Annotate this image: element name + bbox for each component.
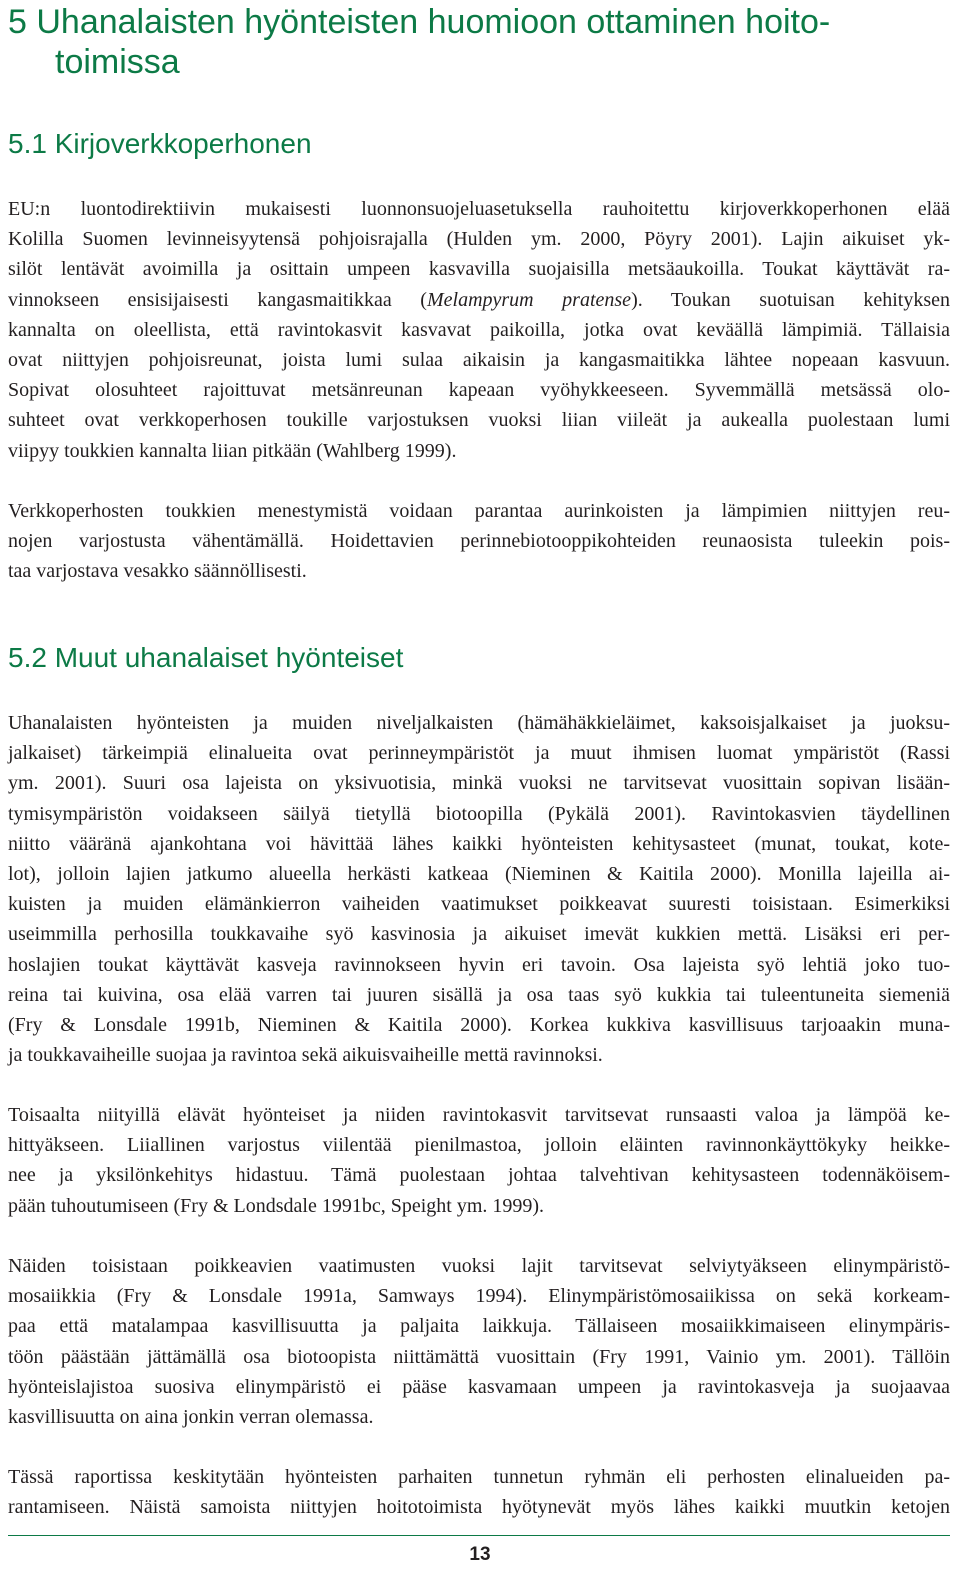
species-name-italic: Melampyrum pratense xyxy=(426,288,632,311)
text-line: Toisaalta niityillä elävät hyönteiset ja niiden ravintokasvit tarvitsevat runsaasti valoa ja lämpöä ke- xyxy=(8,1104,950,1126)
paragraph-kirjoverkkoperhonen-2 xyxy=(8,496,950,587)
text-line: lot), jolloin lajien jatkumo alueella herkästi katkeaa (Nieminen & Kaitila 2000). Monilla lajeilla ai- xyxy=(8,863,950,886)
text-line: hyönteislajistoa suosiva elinympäristö ei pääse kasvamaan umpeen ja ravintokasveja ja suojaavaa xyxy=(8,1375,950,1398)
section-heading-5-1: 5.1 Kirjoverkkoperhonen xyxy=(8,128,312,159)
text-line: paa että matalampaa kasvillisuutta ja paljaita laikkuja. Tällaiseen mosaiikkimaiseen elinympäris- xyxy=(8,1315,950,1338)
paragraph-muut-hyonteiset-4 xyxy=(8,1462,950,1522)
text-line: nee ja yksilönkehitys hidastuu. Tämä puolestaan johtaa talvehtivan kehitysasteen todennäköisem- xyxy=(8,1164,950,1187)
text-line: hoslajien toukat käyttävät kasveja ravinnokseen hyvin eri tavoin. Osa lajeista syö lehtiä joko tuo- xyxy=(8,953,950,976)
text-line: kuisten ja muiden elämänkierron vaiheiden vaatimukset poikkeavat suuresti toisistaan. Esimerkiksi xyxy=(8,893,950,916)
text-line: EU:n luontodirektiivin mukaisesti luonnonsuojeluasetuksella rauhoitettu kirjoverkkoperhonen elää xyxy=(8,198,950,220)
text-fragment: ). Toukan suotuisan kehityksen xyxy=(631,288,950,311)
text-line: Kolilla Suomen levinneisyytensä pohjoisrajalla (Hulden ym. 2000, Pöyry 2001). Lajin aikuiset yk- xyxy=(8,228,950,251)
paragraph-muut-hyonteiset-2 xyxy=(8,1100,950,1221)
text-line: Tässä raportissa keskitytään hyönteisten parhaiten tunnetun ryhmän eli perhosten elinalueiden pa- xyxy=(8,1466,950,1488)
page-number: 13 xyxy=(469,1544,491,1565)
footer-divider xyxy=(8,1535,950,1536)
text-line: Sopivat olosuhteet rajoittuvat metsänreunan kapeaan vyöhykkeeseen. Syvemmällä metsässä olo- xyxy=(8,379,950,402)
text-line: (Fry & Lonsdale 1991b, Nieminen & Kaitila 2000). Korkea kukkiva kasvillisuus tarjoaakin muna- xyxy=(8,1014,950,1037)
text-line: viipyy toukkien kannalta liian pitkään (Wahlberg 1999). xyxy=(8,439,457,462)
chapter-title-line-1: 5 Uhanalaisten hyönteisten huomioon ottaminen hoito- xyxy=(8,3,831,41)
text-line: niitto vääränä ajankohtana voi hävittää lähes kaikki hyönteisten kehitysasteet (munat, toukat, kote- xyxy=(8,832,950,855)
text-line: useimmilla perhosilla toukkavaihe syö kasvinosia ja aikuiset imevät kukkien mettä. Lisäksi eri per- xyxy=(8,923,950,946)
text-line: hittyäkseen. Liiallinen varjostus viilentää pienilmastoa, jolloin eläinten ravinnonkäyttökyky heikke- xyxy=(8,1134,950,1157)
text-line: töön päästään jättämällä osa biotoopista niittämättä vuosittain (Fry 1991, Vainio ym. 2001). Tällöin xyxy=(8,1345,950,1368)
text-line: kasvillisuutta on aina jonkin verran olemassa. xyxy=(8,1406,374,1429)
text-line: jalkaiset) tärkeimpiä elinalueita ovat perinneympäristöt ja muut ihmisen luomat ympäristöt (Rassi xyxy=(8,742,950,765)
text-line: rantamiseen. Näistä samoista niittyjen hoitotoimista hyötynevät myös lähes kaikki muutkin ketojen xyxy=(8,1496,950,1519)
text-line: Uhanalaisten hyönteisten ja muiden niveljalkaisten (hämähäkkieläimet, kaksoisjalkaiset ja juoksu- xyxy=(8,712,950,734)
text-fragment: vinnokseen ensisijaisesti kangasmaitikkaa ( xyxy=(8,288,427,311)
text-line: tymisympäristön voidakseen säilyä tietyllä biotoopilla (Pykälä 2001). Ravintokasvien täydellinen xyxy=(8,802,950,825)
text-line: ovat niittyjen pohjoisreunat, joista lumi sulaa aikaisin ja kangasmaitikka lähtee nopeaan kasvuun. xyxy=(8,349,950,372)
paragraph-muut-hyonteiset-3 xyxy=(8,1251,950,1432)
text-line: ym. 2001). Suuri osa lajeista on yksivuotisia, minkä vuoksi ne tarvitsevat vuosittain sopivan lisään- xyxy=(8,772,950,795)
paragraph-kirjoverkkoperhonen-1 xyxy=(8,194,950,466)
section-heading-5-2: 5.2 Muut uhanalaiset hyönteiset xyxy=(8,642,404,673)
chapter-title xyxy=(8,2,958,82)
text-line: Verkkoperhosten toukkien menestymistä voidaan parantaa aurinkoisten ja lämpimien niittyjen reu- xyxy=(8,500,950,522)
paragraph-muut-hyonteiset-1 xyxy=(8,708,950,1070)
text-line: nojen varjostusta vähentämällä. Hoidettavien perinnebiotooppikohteiden reunaosista tuleekin pois- xyxy=(8,530,950,553)
text-line: suhteet ovat verkkoperhosen toukille varjostuksen vuoksi liian viileät ja aukealla puolestaan lumi xyxy=(8,409,950,432)
text-line: pään tuhoutumiseen (Fry & Londsdale 1991bc, Speight ym. 1999). xyxy=(8,1194,545,1217)
chapter-title-line-2: toimissa xyxy=(55,43,180,81)
text-line xyxy=(8,285,950,315)
text-line: Näiden toisistaan poikkeavien vaatimusten vuoksi lajit tarvitsevat selviytyäkseen elinympäristö- xyxy=(8,1255,950,1277)
text-line: mosaiikkia (Fry & Lonsdale 1991a, Samways 1994). Elinympäristömosaiikissa on sekä korkeam- xyxy=(8,1285,950,1308)
text-line: ja toukkavaiheille suojaa ja ravintoa sekä aikuisvaiheille mettä ravinnoksi. xyxy=(8,1044,603,1067)
text-line: taa varjostava vesakko säännöllisesti. xyxy=(8,560,307,583)
text-line: kannalta on oleellista, että ravintokasvit kasvavat paikoilla, jotka ovat keväällä lämpimiä. Tällaisia xyxy=(8,318,950,341)
text-line: silöt lentävät avoimilla ja osittain umpeen kasvavilla suojaisilla metsäaukoilla. Toukat käyttävät ra- xyxy=(8,258,950,281)
text-line: reina tai kuivina, osa elää varren tai juuren sisällä ja osa taas syö kukkia tai tuleentuneita siemeniä xyxy=(8,983,950,1006)
